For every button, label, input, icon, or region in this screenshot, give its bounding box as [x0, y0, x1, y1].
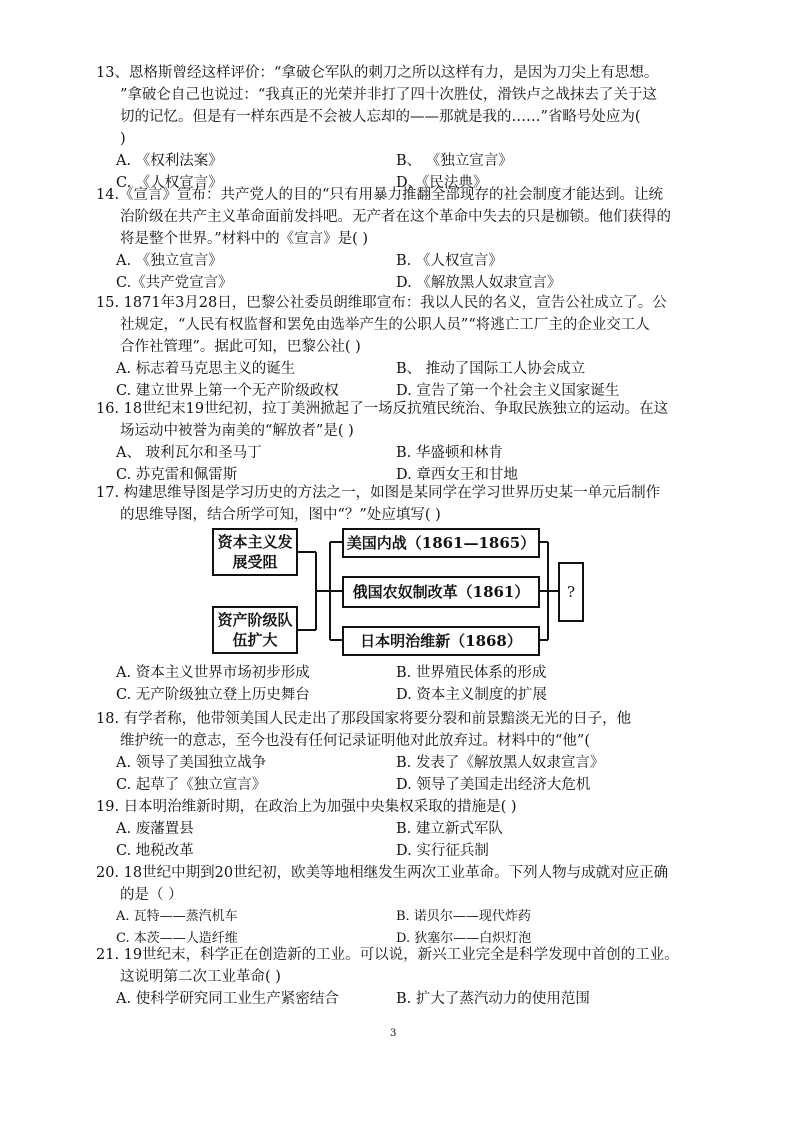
- question-line: 社规定，“人民有权监督和罢免由选举产生的公职人员”“将逃亡工厂主的企业交工人: [120, 317, 650, 333]
- options: [116, 752, 696, 796]
- question-line: 的思维导图，结合所学可知，图中“？”处应填写( ): [120, 507, 441, 523]
- option-c[interactable]: C. 起草了《独立宣言》: [116, 777, 267, 793]
- question-line: 将是整个世界。”材料中的《宣言》是( ): [120, 231, 369, 247]
- options: [116, 250, 696, 294]
- option-c[interactable]: C. 《人权宣言》: [116, 175, 223, 191]
- question-line: 15. 1871年3月28日，巴黎公社委员朗维耶宣布：我以人民的名义，宣告公社成立了。公: [96, 295, 667, 311]
- option-c[interactable]: C. 苏克雷和佩雷斯: [116, 467, 238, 483]
- options: [116, 358, 696, 402]
- answer-box: ?: [558, 562, 584, 622]
- question-line: 场运动中被誉为南美的“解放者”是( ): [120, 423, 354, 439]
- option-d[interactable]: D、《民法典》: [396, 175, 488, 191]
- option-a[interactable]: A. 标志着马克思主义的诞生: [116, 361, 296, 377]
- cause-box-2: 资产阶级队伍扩大: [212, 606, 298, 654]
- question-line: ”拿破仑自己也说过：“我真正的光荣并非打了四十次胜仗，滑铁卢之战抹去了关于这: [120, 87, 657, 103]
- options: [116, 988, 696, 1010]
- event-box-2: 俄国农奴制改革（1861）: [342, 576, 540, 608]
- question-18: [96, 708, 696, 796]
- option-c[interactable]: C.《共产党宣言》: [116, 275, 233, 291]
- option-c[interactable]: C. 建立世界上第一个无产阶级政权: [116, 383, 339, 399]
- question-line: 合作社管理”。据此可知，巴黎公社( ): [120, 339, 361, 355]
- option-c[interactable]: C. 无产阶级独立登上历史舞台: [116, 687, 310, 703]
- option-a[interactable]: A. 资本主义世界市场初步形成: [116, 665, 310, 681]
- question-line: 治阶级在共产主义革命面前发抖吧。无产者在这个革命中失去的只是枷锁。他们获得的: [120, 209, 671, 225]
- options: [116, 662, 696, 706]
- question-line: 13、恩格斯曾经这样评价：“拿破仑军队的刺刀之所以这样有力，是因为刀尖上有思想。: [96, 65, 659, 81]
- question-line: 21. 19世纪末，科学正在创造新的工业。可以说，新兴工业完全是科学发现中首创的工业。: [96, 947, 679, 963]
- option-a[interactable]: A. 瓦特——蒸汽机车: [116, 909, 238, 924]
- option-b[interactable]: B. 扩大了蒸汽动力的使用范围: [396, 991, 590, 1007]
- option-d[interactable]: D. 资本主义制度的扩展: [396, 687, 547, 703]
- question-21: [96, 944, 696, 1010]
- option-d[interactable]: D. 章西女王和甘地: [396, 467, 518, 483]
- question-line: 这说明第二次工业革命( ): [120, 969, 281, 985]
- option-b[interactable]: B. 世界殖民体系的形成: [396, 665, 547, 681]
- question-line: 18. 有学者称，他带领美国人民走出了那段国家将要分裂和前景黯淡无光的日子，他: [96, 711, 632, 727]
- option-d[interactable]: D. 领导了美国走出经济大危机: [396, 777, 591, 793]
- event-box-1: 美国内战（1861—1865）: [342, 528, 540, 558]
- question-line: 的是（ ）: [120, 887, 183, 903]
- option-a[interactable]: A、 玻利瓦尔和圣马丁: [116, 445, 262, 461]
- question-13: [96, 62, 696, 194]
- option-d[interactable]: D. 狄塞尔——白炽灯泡: [396, 931, 532, 946]
- question-line: 14.《宣言》宣布：共产党人的目的“只有用暴力推翻全部现存的社会制度才能达到。让统: [96, 187, 663, 203]
- options: [116, 818, 696, 862]
- question-17: [96, 482, 696, 526]
- question-line: 19. 日本明治维新时期，在政治上为加强中央集权采取的措施是( ): [96, 799, 517, 815]
- option-b[interactable]: B、 推动了国际工人协会成立: [396, 361, 586, 377]
- option-b[interactable]: B. 《人权宣言》: [396, 253, 503, 269]
- option-b[interactable]: B. 发表了《解放黑人奴隶宣言》: [396, 755, 605, 771]
- option-a[interactable]: A. 《权利法案》: [116, 153, 223, 169]
- question-line: 20. 18世纪中期到20世纪初，欧美等地相继发生两次工业革命。下列人物与成就对应正确: [96, 865, 669, 881]
- option-c[interactable]: C. 本茨——人造纤维: [116, 931, 238, 946]
- question-line: 17. 构建思维导图是学习历史的方法之一，如图是某同学在学习世界历史某一单元后制作: [96, 485, 661, 501]
- option-b[interactable]: B. 华盛顿和林肯: [396, 445, 503, 461]
- option-a[interactable]: A. 使科学研究同工业生产紧密结合: [116, 991, 339, 1007]
- question-16: [96, 398, 696, 486]
- option-a[interactable]: A. 领导了美国独立战争: [116, 755, 267, 771]
- mind-map-diagram: [212, 526, 582, 660]
- question-19: [96, 796, 696, 862]
- option-a[interactable]: A. 废藩置县: [116, 821, 194, 837]
- option-c[interactable]: C. 地税改革: [116, 843, 194, 859]
- page-number: 3: [390, 1028, 397, 1039]
- cause-box-1: 资本主义发展受阻: [212, 528, 298, 576]
- question-14: [96, 184, 696, 294]
- option-d[interactable]: D. 《解放黑人奴隶宣言》: [396, 275, 562, 291]
- question-line: 16. 18世纪末19世纪初，拉丁美洲掀起了一场反抗殖民统治、争取民族独立的运动。在这: [96, 401, 669, 417]
- question-line: ): [120, 131, 126, 147]
- option-b[interactable]: B. 建立新式军队: [396, 821, 503, 837]
- question-15: [96, 292, 696, 402]
- event-box-3: 日本明治维新（1868）: [342, 626, 540, 656]
- option-d[interactable]: D. 实行征兵制: [396, 843, 489, 859]
- option-a[interactable]: A. 《独立宣言》: [116, 253, 223, 269]
- question-17-options: [96, 662, 696, 706]
- options: [116, 442, 696, 486]
- option-b[interactable]: B、 《独立宣言》: [396, 153, 513, 169]
- question-line: 切的记忆。但是有一样东西是不会被人忘却的——那就是我的……”省略号处应为(: [120, 109, 641, 125]
- option-b[interactable]: B. 诺贝尔——现代炸药: [396, 909, 531, 924]
- option-d[interactable]: D. 宣告了第一个社会主义国家诞生: [396, 383, 620, 399]
- question-20: [96, 862, 696, 950]
- question-line: 维护统一的意志，至今也没有任何记录证明他对此放弃过。材料中的“他”(: [120, 733, 590, 749]
